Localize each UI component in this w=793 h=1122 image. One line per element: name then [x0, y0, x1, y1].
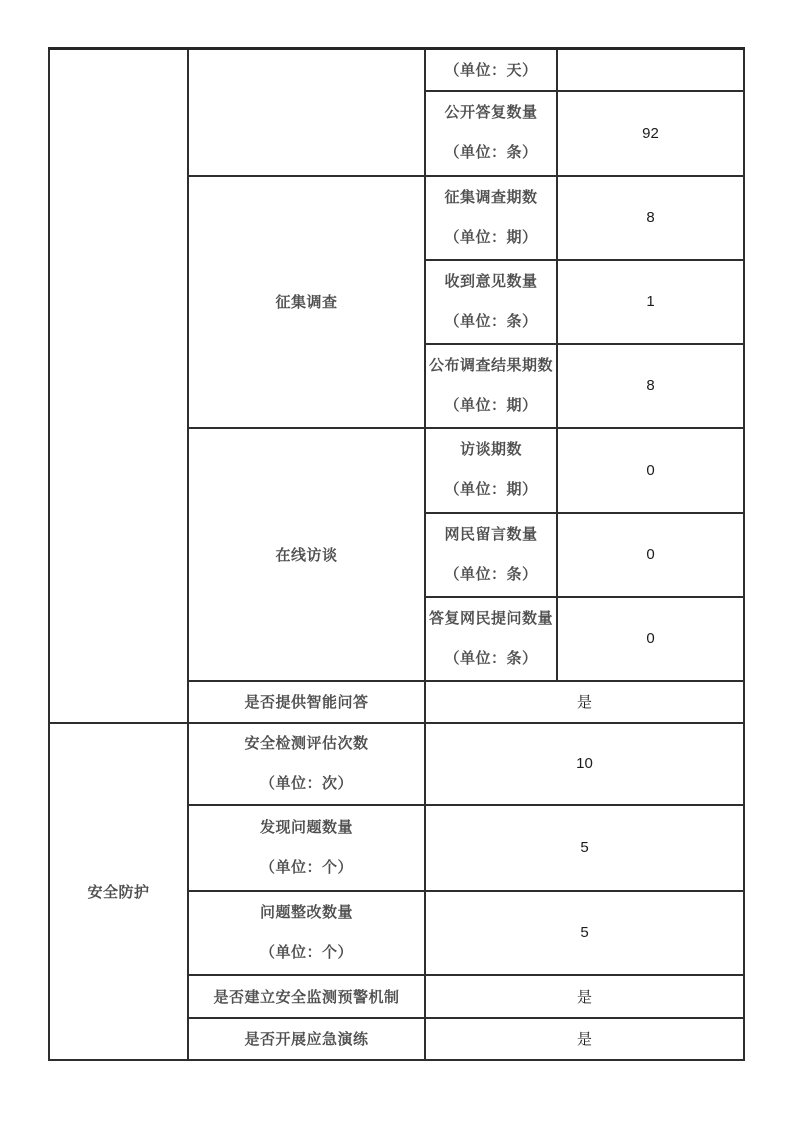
metric-value-cell: 是	[425, 975, 744, 1018]
metric-name: 网民留言数量	[444, 525, 538, 543]
metric-name: 访谈期数	[459, 441, 522, 458]
subsection-cell-survey: 征集调查	[188, 176, 425, 428]
metric-cell: 是否开展应急演练	[188, 1018, 425, 1060]
metric-cell	[425, 91, 557, 176]
metric-unit: （单位：条）	[444, 144, 538, 161]
metric-name: 问题整改数量	[259, 903, 353, 921]
row-unit-day	[49, 49, 744, 91]
metric-unit: （单位：期）	[444, 396, 538, 414]
metric-name: 公布调查结果期数	[428, 356, 553, 374]
metric-value-cell: 是	[425, 1018, 744, 1060]
metric-cell	[188, 805, 425, 891]
metric-cell	[188, 723, 425, 805]
metric-unit: （单位：次）	[259, 774, 353, 792]
metric-cell	[425, 260, 557, 344]
metric-cell	[425, 597, 557, 681]
metric-value-cell: 0	[557, 597, 744, 681]
metric-cell	[425, 49, 557, 91]
metric-unit: （单位：期）	[444, 228, 538, 246]
metric-cell: 是否建立安全监测预警机制	[188, 975, 425, 1018]
metric-value-cell: 92	[557, 91, 744, 176]
metric-name: 征集调查期数	[444, 188, 538, 206]
metric-cell	[425, 513, 557, 597]
row-security-assessments-count	[49, 723, 744, 805]
report-table	[48, 47, 745, 1061]
metric-cell	[188, 891, 425, 975]
metric-unit: （单位：天）	[444, 62, 538, 80]
metric-name: 公开答复数量	[444, 104, 538, 121]
metric-name: 发现问题数量	[259, 818, 353, 836]
metric-name: 收到意见数量	[444, 272, 538, 290]
metric-cell: 是否提供智能问答	[188, 681, 425, 723]
subsection-cell-empty-continuation	[188, 49, 425, 176]
metric-value-cell: 1	[557, 260, 744, 344]
metric-value-cell: 8	[557, 176, 744, 260]
subsection-cell-interview: 在线访谈	[188, 428, 425, 681]
metric-value-cell: 5	[425, 891, 744, 975]
metric-name: 答复网民提问数量	[428, 609, 553, 627]
metric-cell	[425, 344, 557, 428]
metric-value-cell: 0	[557, 513, 744, 597]
metric-cell	[425, 176, 557, 260]
metric-unit: （单位：个）	[259, 858, 353, 876]
metric-value-cell: 8	[557, 344, 744, 428]
metric-unit: （单位：期）	[444, 481, 538, 498]
metric-value-cell: 是	[425, 681, 744, 723]
metric-value-cell: 5	[425, 805, 744, 891]
metric-unit: （单位：个）	[259, 943, 353, 961]
metric-unit: （单位：条）	[444, 649, 538, 667]
metric-value-cell	[557, 49, 744, 91]
metric-value-cell: 0	[557, 428, 744, 513]
category-cell-empty-continuation	[49, 49, 188, 723]
category-cell-security: 安全防护	[49, 723, 188, 1060]
metric-unit: （单位：条）	[444, 312, 538, 330]
metric-name: 安全检测评估次数	[244, 734, 369, 752]
metric-cell	[425, 428, 557, 513]
metric-value-cell: 10	[425, 723, 744, 805]
metric-unit: （单位：条）	[444, 565, 538, 583]
